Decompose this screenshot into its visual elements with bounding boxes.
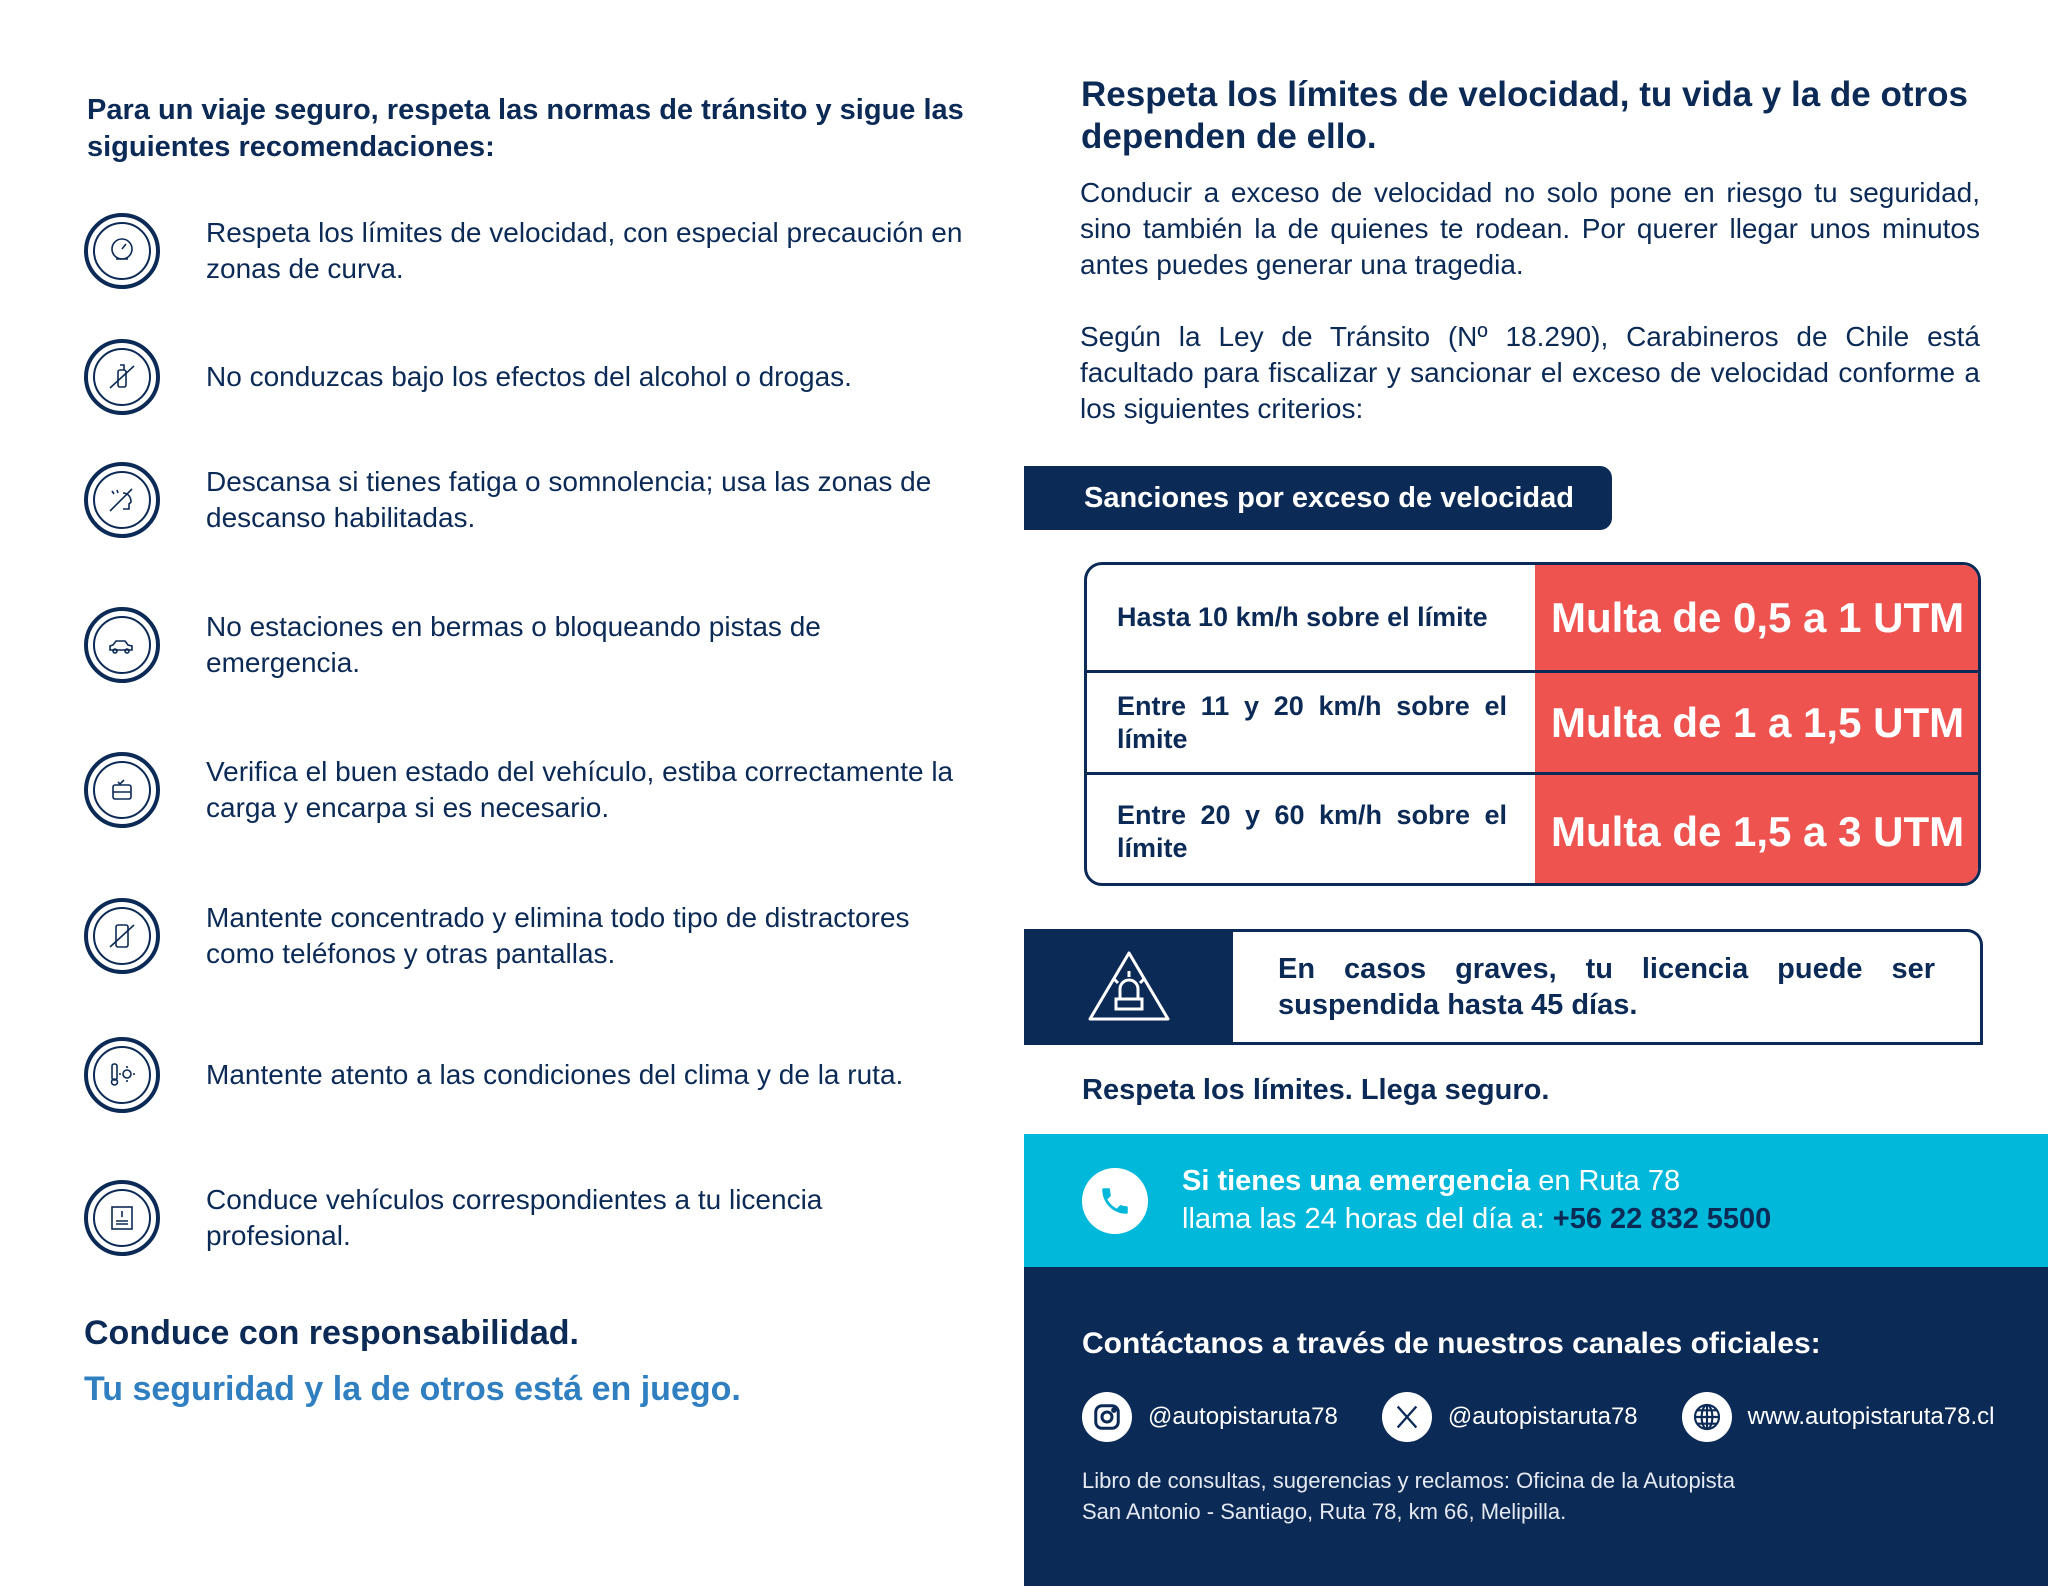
list-item [84, 605, 964, 685]
globe-icon[interactable] [1682, 1392, 1732, 1442]
instagram-link[interactable]: @autopistaruta78 [1148, 1403, 1338, 1430]
emergency-phone[interactable]: +56 22 832 5500 [1552, 1203, 1772, 1235]
emergency-banner [1024, 1134, 2048, 1267]
recommendation-text: No conduzcas bajo los efectos del alcohol o drogas. [206, 361, 852, 392]
x-icon[interactable] [1382, 1392, 1432, 1442]
recommendation-text: Descansa si tienes fatiga o somnolencia; usa las zonas de descanso habilitadas. [206, 466, 932, 533]
license-icon [84, 1180, 160, 1256]
weather-icon [84, 1037, 160, 1113]
warning-box [1024, 929, 1983, 1045]
sanctions-title: Sanciones por exceso de velocidad [1024, 466, 1612, 530]
no-phone-icon [84, 898, 160, 974]
speedometer-icon [84, 213, 160, 289]
instagram-icon[interactable] [1082, 1392, 1132, 1442]
recommendation-text: Verifica el buen estado del vehículo, estiba correctamente la carga y encarpa si es necesario. [206, 756, 954, 823]
list-item [84, 1178, 964, 1258]
address-line-2: San Antonio - Santiago, Ruta 78, km 66, Melipilla. [1082, 1499, 1567, 1524]
website-link[interactable]: www.autopistaruta78.cl [1747, 1403, 1995, 1430]
speed-heading: Respeta los límites de velocidad, tu vida y la de otros dependen de ello. [1081, 75, 1968, 156]
fatigue-icon [84, 462, 160, 538]
no-parking-icon [84, 607, 160, 683]
slogan: Respeta los límites. Llega seguro. [1082, 1074, 1550, 1106]
phone-icon [1082, 1168, 1148, 1234]
x-link[interactable]: @autopistaruta78 [1447, 1403, 1638, 1430]
speed-range: Entre 20 y 60 km/h sobre el límite [1117, 800, 1507, 863]
closing-text: Conduce con responsabilidad. [84, 1314, 579, 1352]
list-item [84, 460, 964, 540]
emergency-bold: Si tienes una emergencia [1182, 1165, 1531, 1197]
closing-subtext: Tu seguridad y la de otros está en juego. [84, 1370, 741, 1408]
recommendation-text: Respeta los límites de velocidad, con especial precaución en zonas de curva. [206, 217, 963, 284]
list-item [84, 1035, 964, 1115]
no-alcohol-drugs-icon [84, 339, 160, 415]
speed-paragraph-2: Según la Ley de Tránsito (Nº 18.290), Carabineros de Chile está facultado para fiscalizar y sancionar el exceso de velocidad conforme a los siguientes criterios: [1080, 321, 1980, 424]
vehicle-check-icon [84, 752, 160, 828]
contact-section [1024, 1267, 2048, 1586]
table-row [1087, 775, 1978, 886]
emergency-route: en Ruta 78 [1530, 1165, 1681, 1197]
list-item [84, 211, 964, 291]
intro-heading: Para un viaje seguro, respeta las normas de tránsito y sigue las siguientes recomendaciones: [87, 94, 964, 163]
fine-amount: Multa de 1,5 a 3 UTM [1535, 775, 1978, 886]
list-item [84, 896, 964, 976]
fine-amount: Multa de 1 a 1,5 UTM [1535, 673, 1978, 772]
fine-amount: Multa de 0,5 a 1 UTM [1535, 565, 1978, 670]
recommendation-text: Conduce vehículos correspondientes a tu licencia profesional. [206, 1184, 823, 1251]
table-row [1087, 565, 1978, 673]
speed-paragraph-1: Conducir a exceso de velocidad no solo pone en riesgo tu seguridad, sino también la de quienes te rodean. Por querer llegar unos minutos antes puedes generar una tragedia. [1080, 177, 1980, 280]
list-item [84, 337, 964, 417]
recommendation-text: No estaciones en bermas o bloqueando pistas de emergencia. [206, 611, 821, 678]
speed-range: Hasta 10 km/h sobre el límite [1117, 602, 1488, 632]
recommendation-text: Mantente atento a las condiciones del clima y de la ruta. [206, 1059, 904, 1090]
list-item [84, 750, 964, 830]
speed-range: Entre 11 y 20 km/h sobre el límite [1117, 690, 1507, 754]
warning-text: En casos graves, tu licencia puede ser suspendida hasta 45 días. [1278, 953, 1935, 1021]
table-row [1087, 673, 1978, 775]
alert-siren-icon [1086, 949, 1172, 1025]
recommendation-text: Mantente concentrado y elimina todo tipo de distractores como teléfonos y otras pantallas. [206, 902, 910, 969]
emergency-line: llama las 24 horas del día a: [1182, 1203, 1553, 1235]
contact-title: Contáctanos a través de nuestros canales oficiales: [1082, 1327, 1821, 1360]
address-line-1: Libro de consultas, sugerencias y reclamos: Oficina de la Autopista [1082, 1468, 1736, 1493]
sanctions-table [1084, 562, 1981, 886]
